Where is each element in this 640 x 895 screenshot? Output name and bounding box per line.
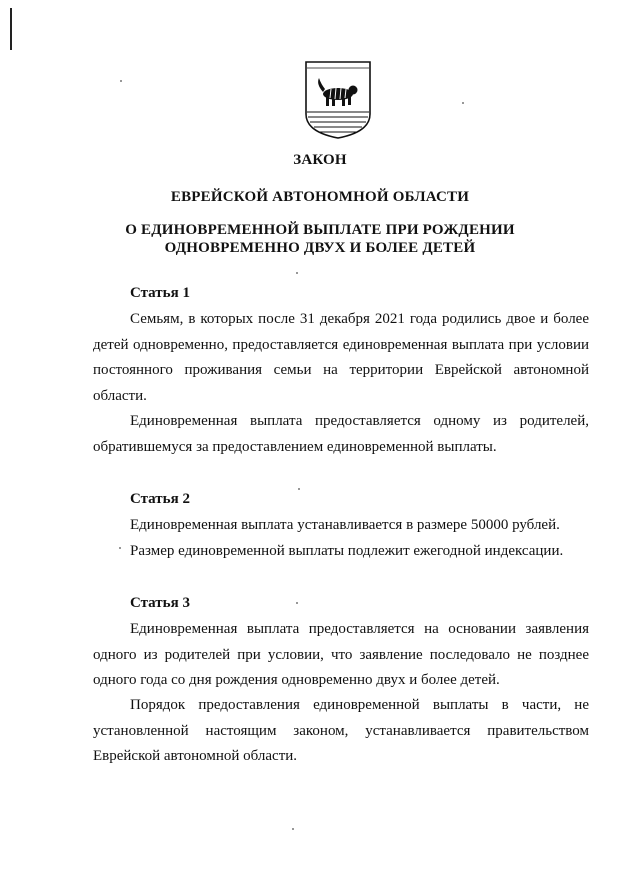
article-3-heading: Статья 3: [130, 595, 190, 611]
article-3-paragraph-2: [93, 693, 589, 770]
paragraph-text: Единовременная выплата предоставляется на основании заявления одного из родителей при условии, что заявление последовало не позднее одного года со дня рождения одновременно двух и более детей.: [93, 621, 589, 688]
issuing-region: ЕВРЕЙСКОЙ АВТОНОМНОЙ ОБЛАСТИ: [170, 189, 470, 205]
tiger-coat-of-arms-icon: [302, 60, 374, 140]
scan-speck: [296, 602, 298, 604]
scan-speck: [292, 828, 294, 830]
scan-speck: [298, 488, 300, 490]
article-2-heading: Статья 2: [130, 491, 190, 507]
paragraph-text: Единовременная выплата устанавливается в размере 50000 рублей.: [130, 517, 560, 533]
scan-margin-line: [10, 8, 12, 50]
article-2-paragraph-2: [93, 539, 589, 565]
paragraph-text: Размер единовременной выплаты подлежит ежегодной индексации.: [130, 543, 564, 559]
document-type: ЗАКОН: [293, 152, 347, 168]
paragraph-text: Единовременная выплата предоставляется одному из родителей, обратившемуся за предоставлением единовременной выплаты.: [93, 413, 589, 455]
paragraph-text: Порядок предоставления единовременной выплаты в части, не установленной настоящим законом, устанавливается правительством Еврейской автономной области.: [93, 697, 589, 764]
coat-of-arms: [302, 60, 374, 140]
article-1-paragraph-2: [93, 409, 589, 460]
scan-speck: [120, 80, 122, 82]
article-3-paragraph-1: [93, 617, 589, 694]
paragraph-text: Семьям, в которых после 31 декабря 2021 года родились двое и более детей одновременно, предоставляется единовременная выплата при условии постоянного проживания семьи на территории Еврейской автономной области.: [93, 311, 589, 404]
scan-speck: [462, 102, 464, 104]
article-2-paragraph-1: [93, 513, 589, 539]
article-1-heading: Статья 1: [130, 285, 190, 301]
law-title-line-1: О ЕДИНОВРЕМЕННОЙ ВЫПЛАТЕ ПРИ РОЖДЕНИИ: [125, 222, 515, 238]
scan-speck: [296, 272, 298, 274]
article-1-paragraph-1: [93, 307, 589, 409]
law-title-line-2: ОДНОВРЕМЕННО ДВУХ И БОЛЕЕ ДЕТЕЙ: [164, 240, 476, 256]
